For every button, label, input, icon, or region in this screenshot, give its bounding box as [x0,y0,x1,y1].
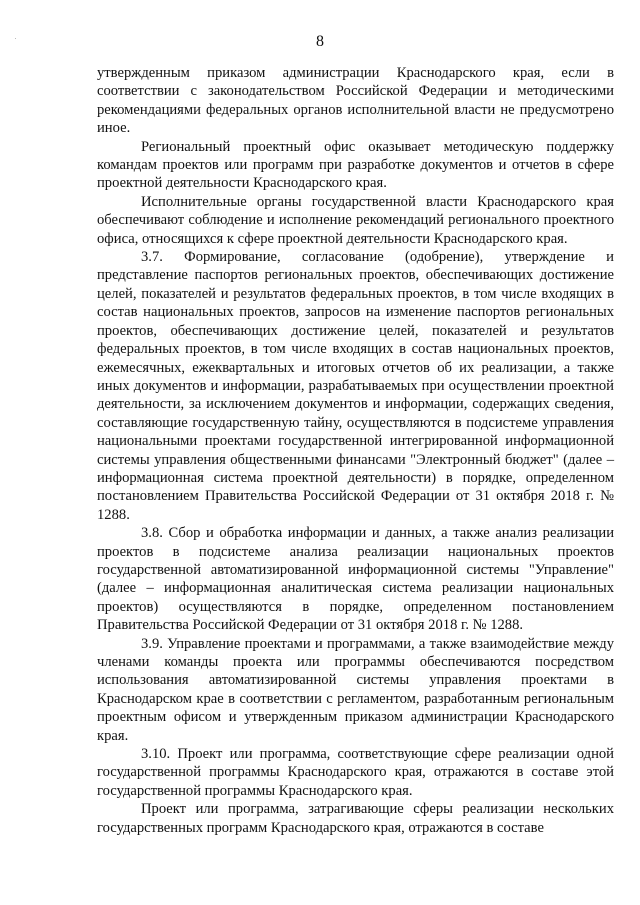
document-body [97,64,614,837]
paragraph-project-office-support: Региональный проектный офис оказывает методическую поддержку командам проектов или программ при разработке документов и отчетов в сфере проектной деятельности Краснодарского края. [97,138,614,192]
paragraph-3-9: 3.9. Управление проектами и программами, а также взаимодействие между членами команды проекта или программы обеспечиваются посредством использования автоматизированной системы управления проектами в Краснодарском крае в соответствии с регламентом, разработанным региональным проектным офисом и утвержденным приказом администрации Краснодарского края. [97,635,614,744]
paragraph-multiple-programs: Проект или программа, затрагивающие сферы реализации нескольких государственных программ Краснодарского края, отражаются в составе [97,801,614,836]
paragraph-3-8: 3.8. Сбор и обработка информации и данных, а также анализ реализации проектов в подсистеме анализа реализации национальных проектов государственной автоматизированной информационной системы "Управление" (далее – информационная аналитическая система реализации национальных проектов) осуществляются в порядке, определенном постановлением Правительства Российской Федерации от 31 октября 2018 г. № 1288. [97,525,614,634]
paragraph-continuation: утвержденным приказом администрации Краснодарского края, если в соответствии с законодательством Российской Федерации и методическими рекомендациями федеральных органов исполнительной власти не предусмотрено иное. [97,65,614,137]
paragraph-3-10: 3.10. Проект или программа, соответствующие сфере реализации одной государственной программы Краснодарского края, отражаются в составе этой государственной программы Краснодарского края. [97,746,614,799]
paragraph-3-7: 3.7. Формирование, согласование (одобрение), утверждение и представление паспортов региональных проектов, обеспечивающих достижение целей, показателей и результатов федеральных проектов, в том числе входящих в состав национальных проектов, запросов на изменение паспортов региональных проектов, обеспечивающих достижение целей, показателей и результатов федеральных проектов, в том числе входящих в состав национальных проектов, ежемесячных, ежеквартальных и итоговых отчетов об их реализации, а также иных документов и информации, разрабатываемых при осуществлении проектной деятельности, за исключением документов и информации, содержащих сведения, составляющие государственную тайну, осуществляются в подсистеме управления национальными проектами государственной интегрированной информационной системы управления общественными финансами "Электронный бюджет" (далее – информационная система проектной деятельности) в порядке, определенном постановлением Правительства Российской Федерации от 31 октября 2018 г. № 1288. [97,249,614,523]
page-number: 8 [316,33,324,50]
paragraph-executive-bodies: Исполнительные органы государственной власти Краснодарского края обеспечивают соблюдение и исполнение рекомендаций регионального проектного офиса, относящихся к сфере проектной деятельности Краснодарского края. [97,193,614,247]
